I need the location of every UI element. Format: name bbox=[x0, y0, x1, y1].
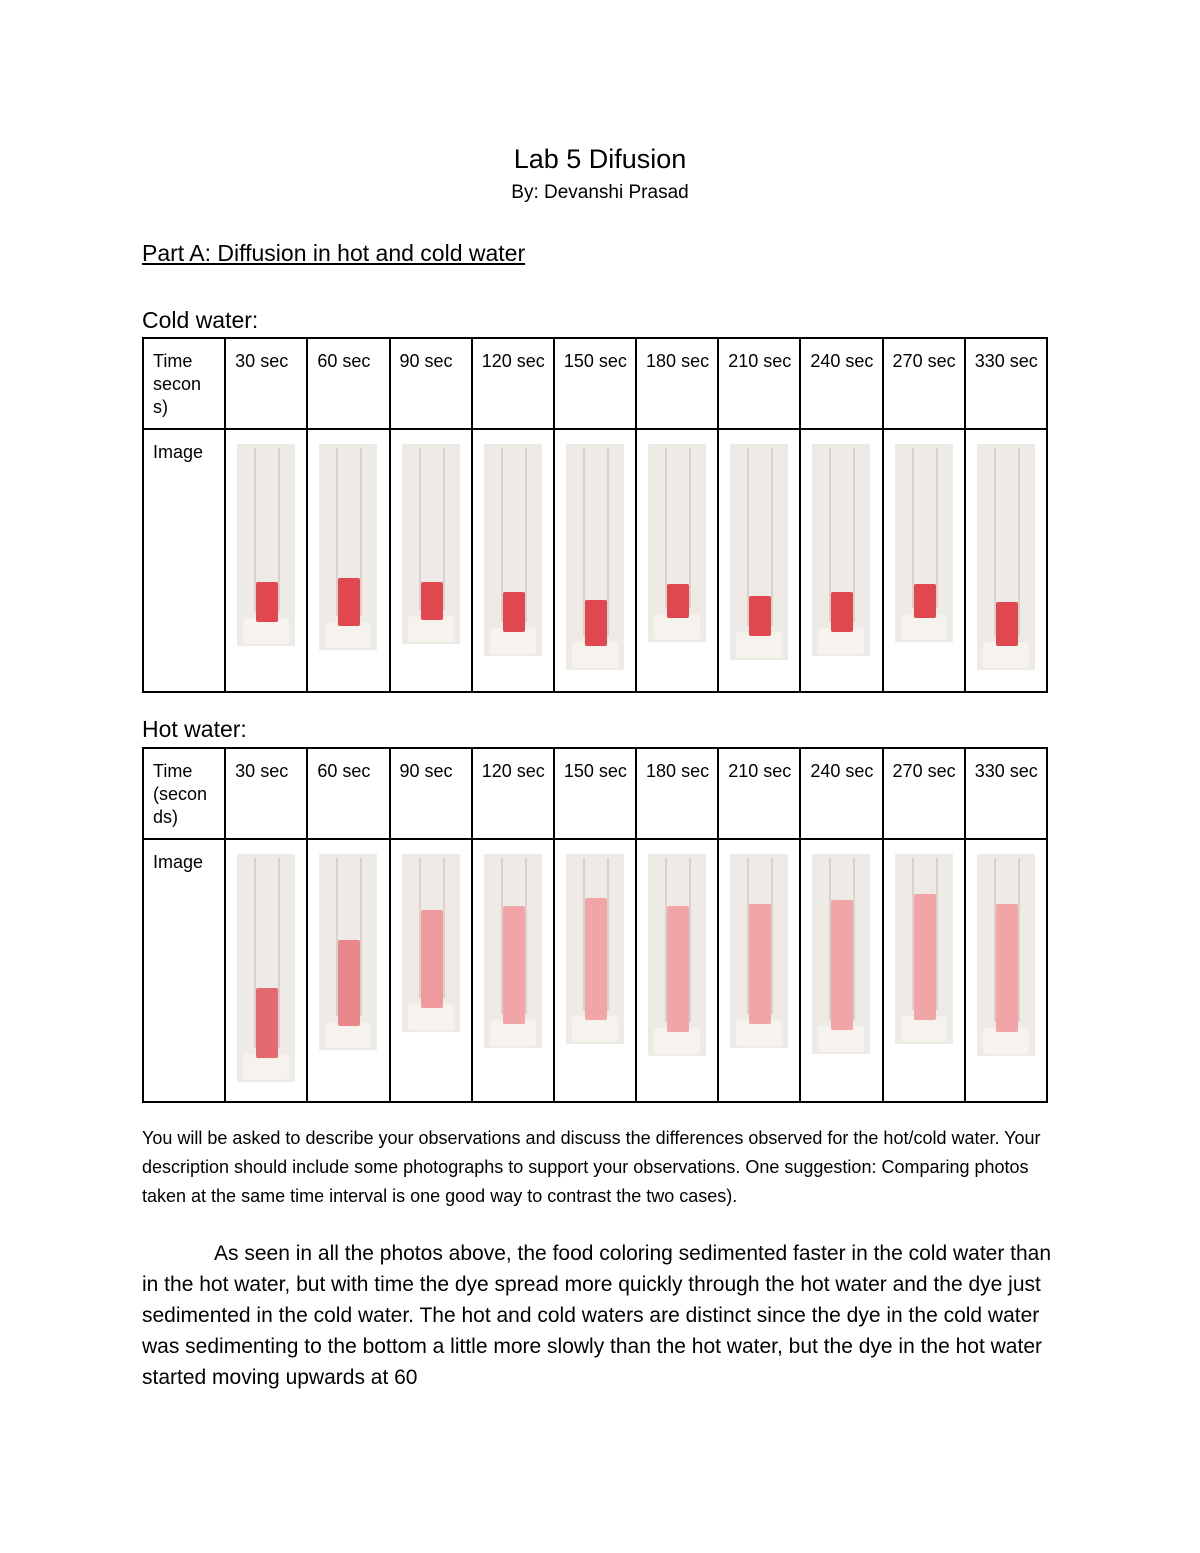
photo-cell bbox=[307, 429, 389, 692]
photo-cell bbox=[554, 839, 636, 1102]
photo-cell bbox=[965, 839, 1047, 1102]
time-cell: 270 sec bbox=[883, 748, 965, 839]
time-cell: 180 sec bbox=[636, 338, 718, 429]
time-cell: 120 sec bbox=[472, 338, 554, 429]
time-row bbox=[143, 338, 1047, 429]
cylinder-photo bbox=[237, 854, 295, 1082]
part-a-heading: Part A: Diffusion in hot and cold water bbox=[142, 240, 526, 266]
cylinder-photo bbox=[237, 444, 295, 646]
cylinder-photo bbox=[895, 854, 953, 1044]
time-cell: 150 sec bbox=[554, 338, 636, 429]
author-byline: By: Devanshi Prasad bbox=[511, 182, 689, 203]
cylinder-photo bbox=[319, 854, 377, 1050]
photo-cell bbox=[636, 839, 718, 1102]
photo-cell bbox=[472, 429, 554, 692]
time-cell: 210 sec bbox=[718, 338, 800, 429]
cylinder-photo bbox=[812, 444, 870, 656]
photo-cell bbox=[472, 839, 554, 1102]
time-cell: 30 sec bbox=[225, 748, 307, 839]
time-cell: 90 sec bbox=[390, 338, 472, 429]
time-cell: 180 sec bbox=[636, 748, 718, 839]
hot-water-label: Hot water: bbox=[142, 716, 247, 742]
image-row-label: Image bbox=[143, 839, 225, 1102]
photo-cell bbox=[718, 839, 800, 1102]
photo-cell bbox=[636, 429, 718, 692]
cylinder-photo bbox=[319, 444, 377, 650]
time-row bbox=[143, 748, 1047, 839]
photo-cell bbox=[965, 429, 1047, 692]
photo-cell bbox=[390, 429, 472, 692]
time-cell: 330 sec bbox=[965, 748, 1047, 839]
photo-cell bbox=[883, 839, 965, 1102]
time-cell: 120 sec bbox=[472, 748, 554, 839]
cylinder-photo bbox=[977, 854, 1035, 1056]
hot-water-table bbox=[142, 747, 1048, 1103]
photo-cell bbox=[883, 429, 965, 692]
cylinder-photo bbox=[730, 854, 788, 1048]
image-row-label: Image bbox=[143, 429, 225, 692]
cylinder-photo bbox=[895, 444, 953, 642]
time-cell: 330 sec bbox=[965, 338, 1047, 429]
time-cell: 150 sec bbox=[554, 748, 636, 839]
cylinder-photo bbox=[812, 854, 870, 1054]
image-row bbox=[143, 839, 1047, 1102]
photo-cell bbox=[718, 429, 800, 692]
time-cell: 60 sec bbox=[307, 338, 389, 429]
time-row-label: Time (secon ds) bbox=[143, 748, 225, 839]
cylinder-photo bbox=[566, 444, 624, 670]
photo-cell bbox=[307, 839, 389, 1102]
image-row bbox=[143, 429, 1047, 692]
document-title: Lab 5 Difusion bbox=[513, 144, 687, 174]
cylinder-photo bbox=[484, 854, 542, 1048]
time-cell: 210 sec bbox=[718, 748, 800, 839]
observation-paragraph bbox=[142, 1238, 1052, 1393]
observation-text: As seen in all the photos above, the food coloring sedimented faster in the cold water than in the hot water, but with time the dye spread more quickly through the hot water and the dye just sedimented in the cold water. The hot and cold waters are distinct since the dye in the cold water was sedimenting to the bottom a little more slowly than the hot water, but the dye in the hot water started moving upwards at 60 bbox=[142, 1242, 1052, 1389]
cylinder-photo bbox=[648, 854, 706, 1056]
time-cell: 270 sec bbox=[883, 338, 965, 429]
photo-cell bbox=[390, 839, 472, 1102]
time-cell: 60 sec bbox=[307, 748, 389, 839]
photo-cell bbox=[225, 839, 307, 1102]
photo-cell bbox=[800, 429, 882, 692]
cylinder-photo bbox=[977, 444, 1035, 670]
cylinder-photo bbox=[402, 854, 460, 1032]
instructions-paragraph: You will be asked to describe your observations and discuss the differences observed for the hot/cold water. Your description should include some photographs to support your observations. One suggestion: Comparing photos taken at the same time interval is one good way to contrast the two cases). bbox=[142, 1128, 1041, 1206]
photo-cell bbox=[225, 429, 307, 692]
time-cell: 30 sec bbox=[225, 338, 307, 429]
photo-cell bbox=[800, 839, 882, 1102]
time-cell: 240 sec bbox=[800, 338, 882, 429]
cylinder-photo bbox=[566, 854, 624, 1044]
cold-water-label: Cold water: bbox=[142, 307, 259, 333]
cylinder-photo bbox=[730, 444, 788, 660]
time-row-label: Time secon s) bbox=[143, 338, 225, 429]
cylinder-photo bbox=[402, 444, 460, 644]
time-cell: 240 sec bbox=[800, 748, 882, 839]
time-cell: 90 sec bbox=[390, 748, 472, 839]
cylinder-photo bbox=[484, 444, 542, 656]
cold-water-table bbox=[142, 337, 1048, 693]
photo-cell bbox=[554, 429, 636, 692]
cylinder-photo bbox=[648, 444, 706, 642]
